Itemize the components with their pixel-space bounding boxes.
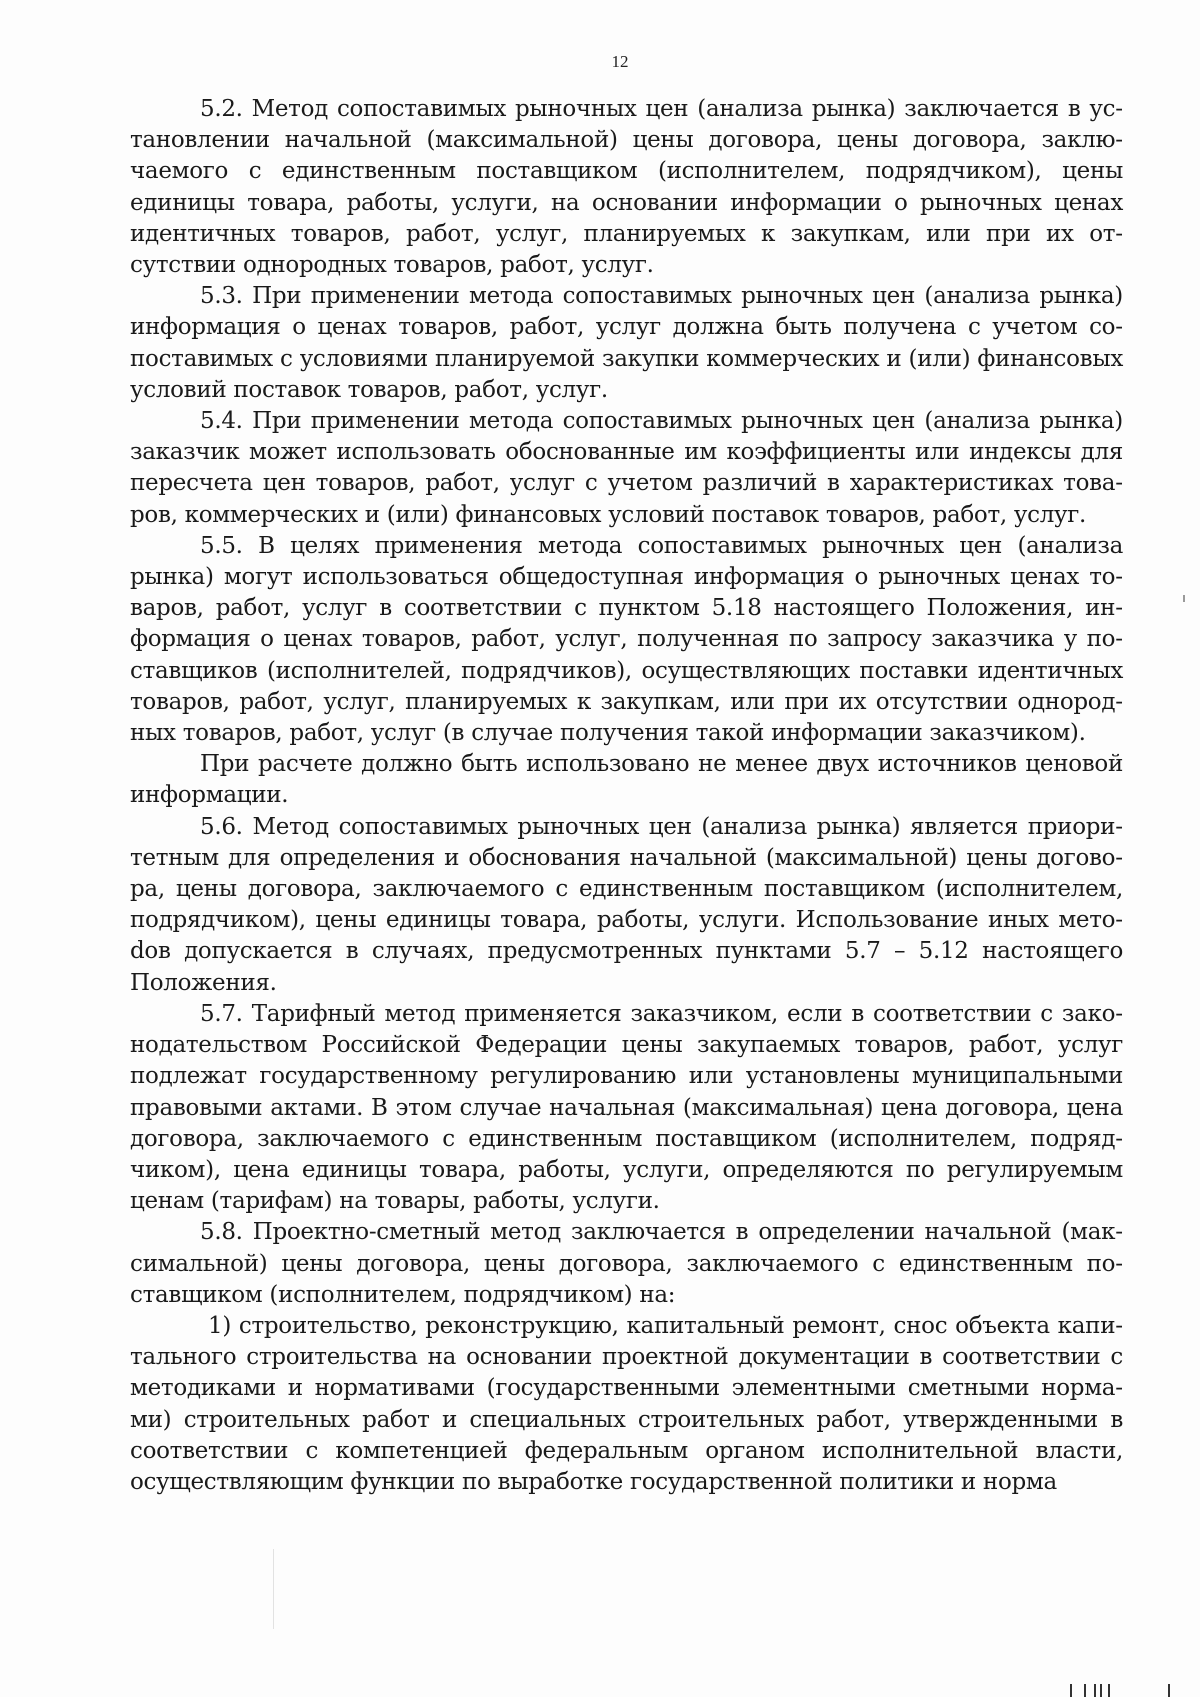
scan-artifact-line (273, 1549, 274, 1629)
paragraph-5-7: 5.7. Тарифный метод применяется заказчиком, если в соответствии с законодательством Российской Федерации цены закупаемых товаров, работ, услуг подлежат государственному регулированию или установлены муниципальными правовыми актами. В этом случае начальная (максимальная) цена договора, цена договора, заключаемого с единственным поставщиком (исполнителем, подрядчиком), цена единицы товара, работы, услуги, определяются по регулируемым ценам (тарифам) на товары, работы, услуги. (130, 1000, 1123, 1215)
list-item-1: 1) строительство, реконструкцию, капитальный ремонт, снос объекта капитального строительства на основании проектной документации в соответствии с методиками и нормативами (государственными элементными сметными нормами) строительных работ и специальных строительных работ, утвержденными в соответствии с компетенцией федеральным органом исполнительной власти, осуществляющим функции по выработке государственной политики и норма (130, 1312, 1123, 1495)
paragraph-5-8: 5.8. Проектно-сметный метод заключается в определении начальной (максимальной) цены договора, цены договора, заключаемого с единственным поставщиком (исполнителем, подрядчиком) на: (130, 1219, 1123, 1308)
paragraph-price-sources: При расчете должно быть использовано не менее двух источников ценовой информации. (130, 751, 1123, 809)
document-body (130, 94, 1123, 1498)
paragraph-5-4: 5.4. При применении метода сопоставимых рыночных цен (анализа рынка) заказчик может использовать обоснованные им коэффициенты или индексы для пересчета цен товаров, работ, услуг с учетом различий в характеристиках товаров, коммерческих и (или) финансовых условий поставок товаров, работ, услуг. (130, 408, 1123, 528)
barcode-fragment (1070, 1684, 1180, 1697)
paragraph-5-6: 5.6. Метод сопоставимых рыночных цен (анализа рынка) является приоритетным для определения и обоснования начальной (максимальной) цены договора, цены договора, заключаемого с единственным поставщиком (исполнителем, подрядчиком), цены единицы товара, работы, услуги. Использование иных метоdов допускается в случаях, предусмотренных пунктами 5.7 – 5.12 настоящего Положения. (130, 813, 1123, 996)
paragraph-5-3: 5.3. При применении метода сопоставимых рыночных цен (анализа рынка) информация о ценах товаров, работ, услуг должна быть получена с учетом сопоставимых с условиями планируемой закупки коммерческих и (или) финансовых условий поставок товаров, работ, услуг. (130, 283, 1123, 403)
paragraph-5-5: 5.5. В целях применения метода сопоставимых рыночных цен (анализа рынка) могут использоваться общедоступная информация о рыночных ценах товаров, работ, услуг в соответствии с пунктом 5.18 настоящего Положения, информация о ценах товаров, работ, услуг, полученная по запросу заказчика у поставщиков (исполнителей, подрядчиков), осуществляющих поставки идентичных товаров, работ, услуг, планируемых к закупкам, или при их отсутствии однородных товаров, работ, услуг (в случае получения такой информации заказчиком). (130, 532, 1123, 747)
paragraph-5-2: 5.2. Метод сопоставимых рыночных цен (анализа рынка) заключается в установлении начальной (максимальной) цены договора, цены договора, заключаемого с единственным поставщиком (исполнителем, подрядчиком), цены единицы товара, работы, услуги, на основании информации о рыночных ценах идентичных товаров, работ, услуг, планируемых к закупкам, или при их отсутствии однородных товаров, работ, услуг. (130, 96, 1123, 279)
page-number: 12 (611, 52, 629, 71)
scan-artifact-mark (1183, 595, 1185, 602)
